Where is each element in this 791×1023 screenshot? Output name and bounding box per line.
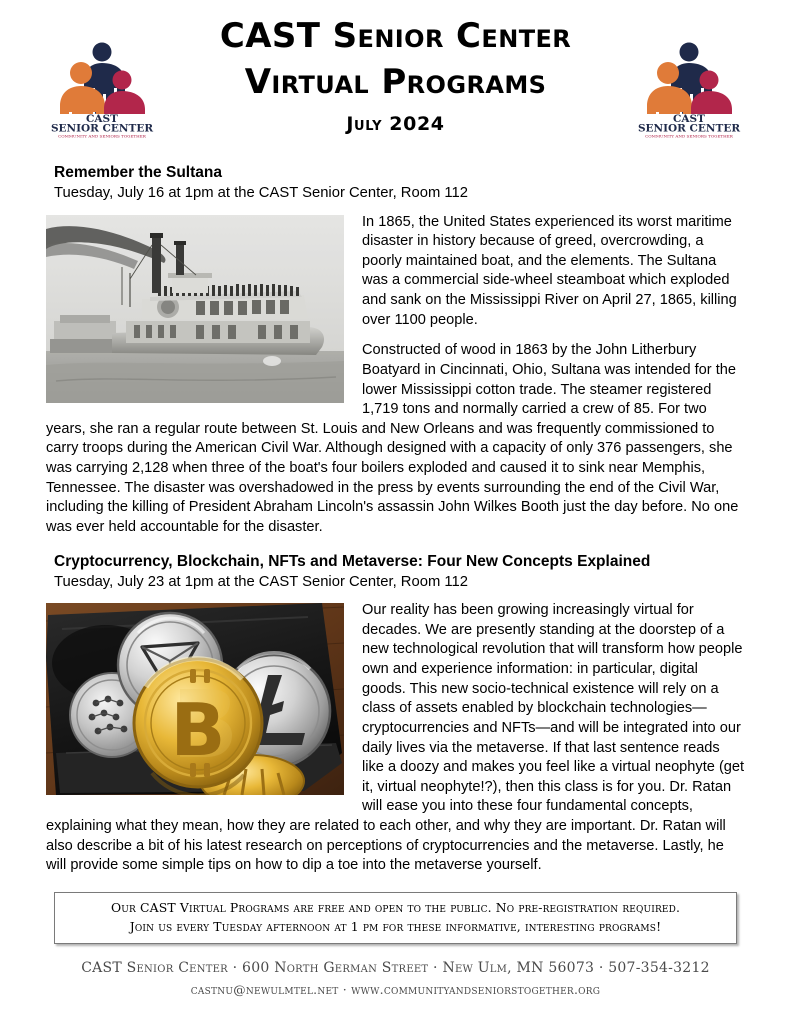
title-line-2: Virtual Programs bbox=[244, 61, 547, 102]
title-line-1: CAST Senior Center bbox=[219, 16, 572, 56]
cast-logo-left bbox=[50, 36, 154, 140]
svg-text:CAST: CAST bbox=[673, 113, 705, 125]
notice-line-2: Join us every Tuesday afternoon at 1 pm for these informative, interesting programs! bbox=[129, 918, 662, 934]
cast-logo-name-2: SENIOR CENTER bbox=[50, 122, 154, 135]
article-datetime: Tuesday, July 23 at 1pm at the CAST Senior Center, Room 112 bbox=[54, 573, 468, 590]
notice-line-1: Our CAST Virtual Programs are free and open to the public. No pre-registration required. bbox=[110, 899, 681, 915]
cryptocurrency-coins-wallet-photo bbox=[46, 603, 344, 795]
article-sultana bbox=[46, 163, 745, 538]
page-header bbox=[46, 0, 745, 149]
cast-logo-right bbox=[637, 36, 741, 140]
cast-logo-tagline: COMMUNITY AND SENIORS TOGETHER bbox=[58, 133, 146, 139]
article-body bbox=[46, 601, 745, 876]
article-title: Cryptocurrency, Blockchain, NFTs and Metaverse: Four New Concepts Explained bbox=[54, 552, 651, 570]
article-body bbox=[46, 213, 745, 538]
article-title: Remember the Sultana bbox=[54, 164, 222, 181]
article-paragraph: Our reality has been growing increasingly virtual for decades. We are presently standing at the doorstep of a new technological revolution that will transform how people own and experience information: in particular, digital goods. This new socio-technical existence will rely on a class of assets enabled by blockchain technologies—cryptocurrencies and NFTs—and will be integrated into our daily lives via the metaverse. If that last sentence reads like a doozy and makes you feel like a virtual neophyte (get it, virtual neophyte!?), then this class is for you. Dr. Ratan will ease you into these four fundamental concepts, explaining what they mean, how they are related to each other, and why they are important. Dr. Ratan will also describe a bit of his latest research on perceptions of cryptocurrencies and the metaverse. Lastly, he will provide some simple tips on how to dip a toe into the metaverse yourself. bbox=[46, 602, 745, 874]
article-paragraph: In 1865, the United States experienced its worst maritime disaster in history because of greed, overcrowding, a poorly maintained boat, and the elements. The Sultana was a commercial side-wheel steamboat which exploded and sank on the Mississippi River on April 27, 1865, killing over 1100 people. bbox=[362, 213, 737, 328]
article-datetime: Tuesday, July 16 at 1pm at the CAST Senior Center, Room 112 bbox=[54, 185, 468, 202]
svg-text:COMMUNITY AND SENIORS TOGETHER: COMMUNITY AND SENIORS TOGETHER bbox=[645, 133, 733, 139]
cast-logo-name-1: CAST bbox=[86, 113, 118, 125]
svg-text:B: B bbox=[170, 688, 226, 773]
contact-address: CAST Senior Center · 600 North German Street · New Ulm, MN 56073 · 507-354-3212 bbox=[81, 960, 710, 977]
contact-footer bbox=[46, 958, 745, 999]
article-paragraph: Constructed of wood in 1863 by the John Litherbury Boatyard in Cincinnati, Ohio, Sultana was intended for the lower Mississippi cotton trade. The steamer registered 1,719 tons and normally carried a crew of 85. For two years, she ran a regular route between St. Louis and New Orleans and was frequently commissioned to carry troops during the American Civil War. Although designed with a capacity of only 376 passengers, she was carrying 2,128 when three of the boat's four boilers exploded and caused it to sink near Memphis, Tennessee. The disaster was overshadowed in the press by events surrounding the end of the Civil War, including the killing of President Abraham Lincoln's assassin John Wilkes Booth just the day before. No one was ever held accountable for the disaster. bbox=[46, 342, 739, 535]
contact-email-website: castnu@newulmtel.net · www.communityandseniorstogether.org bbox=[190, 981, 601, 997]
svg-text:SENIOR CENTER: SENIOR CENTER bbox=[637, 122, 741, 135]
notice-box bbox=[54, 892, 737, 944]
sultana-steamboat-photo bbox=[46, 215, 344, 403]
article-cryptocurrency bbox=[46, 552, 745, 876]
issue-month: July 2024 bbox=[346, 113, 445, 136]
